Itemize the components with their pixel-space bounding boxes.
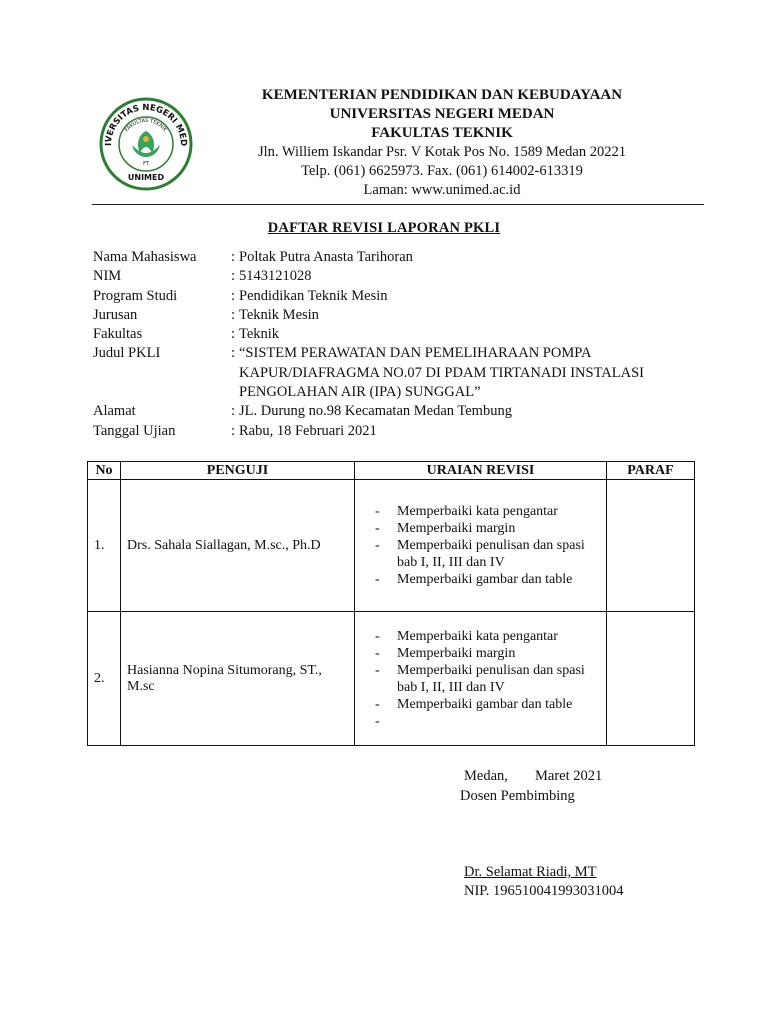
revision-item [375,662,600,696]
revision-item [375,571,600,588]
signature-place: Medan, [464,768,508,784]
info-value: 5143121028 [239,268,312,285]
revision-text: Memperbaiki penulisan dan spasi bab I, II, III dan IV [397,662,585,695]
examiner-name: Drs. Sahala Siallagan, M.sc., Ph.D [121,480,355,612]
info-row [93,402,693,421]
signature-date: Maret 2021 [535,768,603,784]
svg-text:FAKULTAS TEKNIK: FAKULTAS TEKNIK [124,117,168,133]
info-label: Judul PKLI [93,345,161,362]
revision-item [375,537,600,571]
supervisor-name: Dr. Selamat Riadi, MT [464,864,597,880]
info-row [93,422,693,441]
info-colon: : [231,403,236,420]
revision-text: Memperbaiki penulisan dan spasi bab I, II, III dan IV [397,538,585,570]
revision-list [375,628,600,730]
info-label: Alamat [93,403,136,420]
phone-line: Telp. (061) 6625973. Fax. (061) 614002-613319 [301,163,583,179]
info-label: Program Studi [93,287,178,304]
signature-cell [607,480,695,612]
table-row [88,612,695,746]
header-uraian: URAIAN REVISI [355,462,607,480]
info-value: Teknik [239,326,280,343]
revision-text: Memperbaiki kata pengantar [397,628,558,644]
revision-item [375,645,600,662]
info-colon: : [231,306,236,323]
bullet-dash: - [375,645,380,661]
header-paraf: PARAF [607,462,695,480]
info-row [93,267,693,286]
faculty-name: FAKULTAS TEKNIK [371,125,513,141]
header-penguji: PENGUJI [121,462,355,480]
info-row [93,306,693,325]
info-colon: : [231,422,236,439]
student-info [93,248,693,441]
website-line: Laman: www.unimed.ac.id [363,182,521,198]
info-colon: : [231,287,236,304]
signature-cell [607,612,695,746]
info-row [93,248,693,267]
info-label: Fakultas [93,326,143,343]
info-label: Nama Mahasiswa [93,249,197,265]
revision-item [375,713,600,730]
svg-text:UNIMED: UNIMED [127,173,165,182]
revision-list-cell [355,480,607,612]
examiner-name: Hasianna Nopina Situmorang, ST., M.sc [121,612,355,746]
info-colon: : [231,326,236,343]
info-value: Teknik Mesin [239,306,319,323]
bullet-dash: - [375,538,380,553]
supervisor-nip: NIP. 196510041993031004 [464,883,624,899]
revision-item [375,520,600,537]
info-colon: : [231,249,236,265]
revision-item [375,696,600,713]
bullet-dash: - [375,572,380,587]
table-row [88,480,695,612]
svg-text:FT: FT [143,161,149,167]
revision-text: Memperbaiki margin [397,521,516,536]
letterhead [210,86,674,200]
revision-table [87,461,695,746]
info-row [93,344,693,402]
info-value: “SISTEM PERAWATAN DAN PEMELIHARAAN POMPA KAPUR/DIAFRAGMA NO.07 DI PDAM TIRTANADI INSTALASI PENGOLAHAN AIR (IPA) SUNGGAL” [239,345,644,401]
bullet-dash: - [375,696,380,712]
revision-text: Memperbaiki margin [397,645,516,661]
bullet-dash: - [375,521,380,536]
document-title: DAFTAR REVISI LAPORAN PKLI [267,220,501,236]
university-name: UNIVERSITAS NEGERI MEDAN [329,106,555,122]
info-colon: : [231,345,236,362]
ministry-name: KEMENTERIAN PENDIDIKAN DAN KEBUDAYAAN [261,87,623,103]
revision-item [375,503,600,520]
info-row [93,287,693,306]
address-line: Jln. Williem Iskandar Psr. V Kotak Pos No. 1589 Medan 20221 [258,144,626,160]
info-row [93,325,693,344]
info-value: Poltak Putra Anasta Tarihoran [239,249,413,265]
table-header-row [88,462,695,480]
info-label: Jurusan [93,306,138,323]
signature-role: Dosen Pembimbing [460,788,575,804]
info-colon: : [231,268,236,285]
row-number: 1. [88,480,121,612]
info-label: Tanggal Ujian [93,422,176,439]
revision-text: Memperbaiki kata pengantar [397,504,558,519]
revision-text: Memperbaiki gambar dan table [397,572,573,587]
row-number: 2. [88,612,121,746]
unimed-logo [94,95,198,191]
revision-text: Memperbaiki gambar dan table [397,696,573,712]
header-divider [92,204,704,205]
info-label: NIM [93,268,122,285]
info-value: Pendidikan Teknik Mesin [239,287,388,304]
bullet-dash: - [375,628,380,644]
info-value: JL. Durung no.98 Kecamatan Medan Tembung [239,403,512,420]
info-value: Rabu, 18 Februari 2021 [239,422,377,439]
bullet-dash: - [375,662,380,678]
header-no: No [88,462,121,480]
bullet-dash: - [375,504,380,519]
revision-item [375,628,600,645]
revision-list [375,503,600,588]
revision-list-cell [355,612,607,746]
bullet-dash: - [375,713,380,729]
svg-text:UNIVERSITAS NEGERI MEDAN: IVERSITAS NEGERI MED [103,103,189,147]
